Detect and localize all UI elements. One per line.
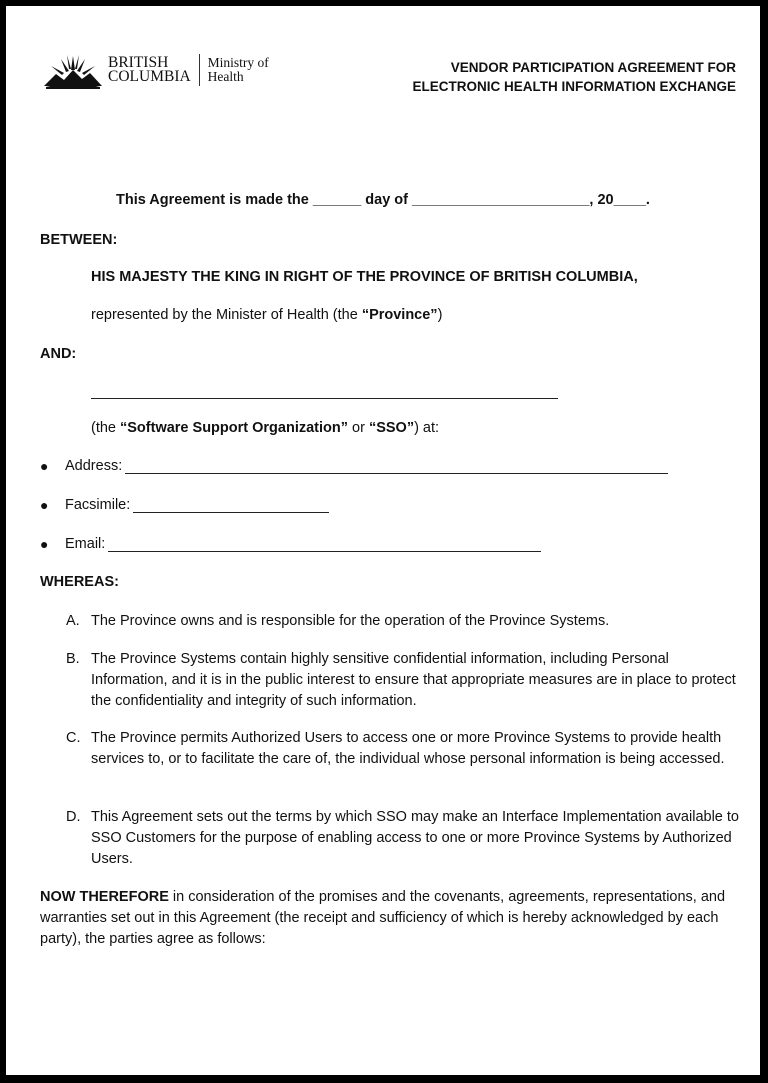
party1-rep-suffix: ) (437, 307, 443, 323)
party1-representation (91, 307, 442, 323)
recital-text: The Province Systems contain highly sensitive confidential information, including Personal Information, and it is in the public interest to ensure that appropriate measures are in place to protect the confidentiality and integrity of such information. (91, 651, 736, 709)
logo-line-british: BRITISH (108, 54, 169, 71)
recital-a (66, 611, 746, 632)
recital-text: The Province owns and is responsible for the operation of the Province Systems. (91, 613, 610, 629)
address-blank[interactable] (125, 459, 668, 474)
document-title-line2: ELECTRONIC HEALTH INFORMATION EXCHANGE (412, 79, 736, 94)
now-therefore-lead: NOW THEREFORE (40, 889, 169, 905)
party1-name: HIS MAJESTY THE KING IN RIGHT OF THE PROVINCE OF BRITISH COLUMBIA, (91, 269, 638, 285)
sso-definition (91, 420, 439, 436)
between-label: BETWEEN: (40, 232, 118, 248)
bullet-icon: ● (40, 536, 49, 552)
facsimile-field-row (40, 497, 329, 513)
logo-line-columbia: COLUMBIA (108, 68, 191, 85)
bc-sun-mountains-icon (42, 50, 104, 90)
and-label: AND: (40, 346, 77, 362)
sso-term-full: “Software Support Organization” (120, 420, 348, 436)
email-field-row (40, 536, 541, 552)
email-label: Email: (65, 536, 106, 552)
party1-rep-prefix: represented by the Minister of Health (the (91, 307, 362, 323)
recital-letter: B. (66, 651, 80, 667)
bc-government-logo (42, 50, 269, 90)
recital-d (66, 807, 746, 870)
party1-rep-term: “Province” (361, 307, 438, 323)
bullet-icon: ● (40, 497, 49, 513)
agreement-date-line: This Agreement is made the ______ day of ______________________, 20____. (116, 192, 650, 208)
recital-c (66, 728, 746, 770)
sso-prefix: (the (91, 420, 121, 436)
address-label: Address: (65, 458, 123, 474)
address-field-row (40, 458, 668, 474)
document-title-line1: VENDOR PARTICIPATION AGREEMENT FOR (450, 60, 736, 75)
bullet-icon: ● (40, 458, 49, 474)
recital-text: This Agreement sets out the terms by which SSO may make an Interface Implementation available to SSO Customers for the purpose of enabling access to one or more Province Systems by Authorized Users. (91, 809, 739, 867)
logo-divider (199, 54, 200, 86)
facsimile-blank[interactable] (133, 498, 329, 513)
recital-letter: C. (66, 730, 81, 746)
facsimile-label: Facsimile: (65, 497, 131, 513)
now-therefore-paragraph (40, 887, 745, 950)
logo-ministry (208, 56, 269, 84)
sso-name-blank[interactable] (91, 398, 558, 399)
now-therefore-text: in consideration of the promises and the covenants, agreements, representations, and warranties set out in this Agreement (the receipt and sufficiency of which is hereby acknowledged by each party), the parties agree as follows: (40, 889, 726, 947)
logo-ministry-line1: Ministry of (207, 55, 269, 70)
sso-suffix: ) at: (414, 420, 440, 436)
recital-text: The Province permits Authorized Users to access one or more Province Systems to provide health services to, or to facilitate the care of, the individual whose personal information is being accessed. (91, 730, 725, 767)
logo-wordmark (108, 56, 191, 84)
sso-mid: or (348, 420, 369, 436)
sso-term-short: “SSO” (368, 420, 415, 436)
email-blank[interactable] (108, 537, 541, 552)
recital-letter: D. (66, 809, 81, 825)
document-title (413, 58, 737, 96)
logo-ministry-line2: Health (207, 69, 244, 84)
whereas-label: WHEREAS: (40, 574, 119, 590)
recital-letter: A. (66, 613, 80, 629)
recital-b (66, 649, 746, 712)
